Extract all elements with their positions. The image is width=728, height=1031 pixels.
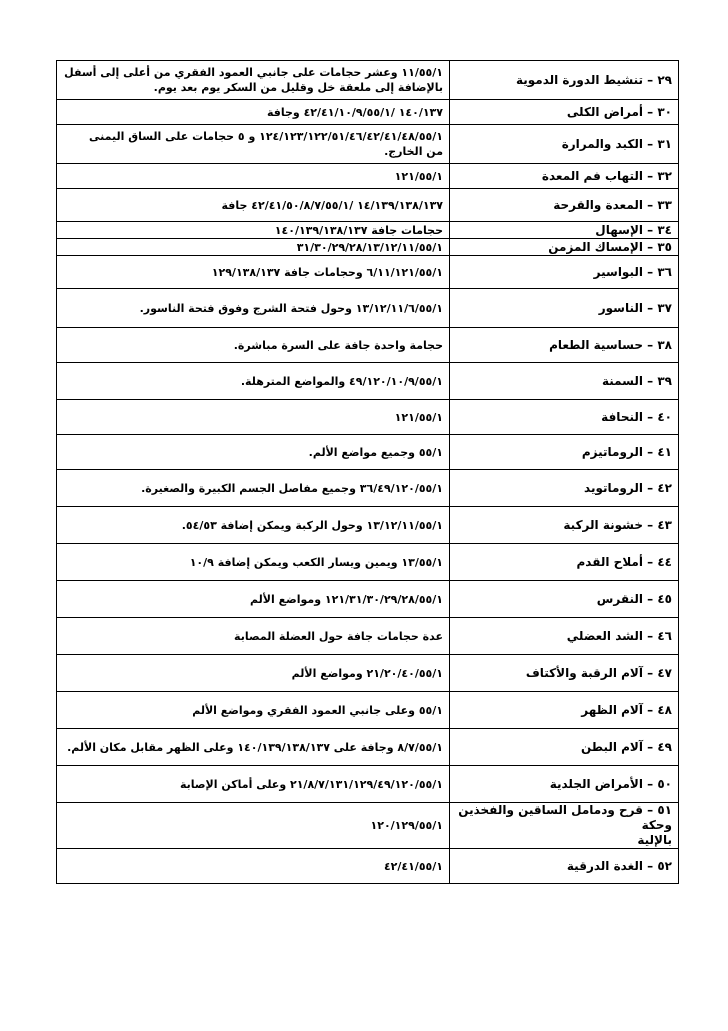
table-row — [57, 189, 679, 222]
table-row — [57, 363, 679, 400]
condition-name-cell: ٣٥ – الإمساك المزمن — [450, 239, 679, 256]
table-row — [57, 100, 679, 125]
condition-name-cell: ٤٢ – الروماتويد — [450, 470, 679, 507]
treatment-points-cell: ١٢١/٥٥/١ — [57, 164, 450, 189]
treatment-points-cell: ١٢١/٣١/٣٠/٢٩/٢٨/٥٥/١ ومواضع الألم — [57, 581, 450, 618]
table-row — [57, 803, 679, 849]
treatment-points-cell: ١٢١/٥٥/١ — [57, 400, 450, 435]
condition-name-cell: ٣٩ – السمنة — [450, 363, 679, 400]
condition-name-cell: ٤٩ – آلام البطن — [450, 729, 679, 766]
treatment-points-cell: حجامات جافة ١٤٠/١٣٩/١٣٨/١٣٧ — [57, 222, 450, 239]
condition-name-cell: ٤٣ – خشونة الركبة — [450, 507, 679, 544]
condition-name-cell: ٣٣ – المعدة والقرحة — [450, 189, 679, 222]
table-row — [57, 507, 679, 544]
condition-name-cell: ٥٠ – الأمراض الجلدية — [450, 766, 679, 803]
table-body — [57, 61, 679, 884]
table-row — [57, 544, 679, 581]
condition-name-cell: ٣٢ – التهاب فم المعدة — [450, 164, 679, 189]
table-row — [57, 61, 679, 100]
condition-name-cell: ٣٦ – البواسير — [450, 256, 679, 289]
treatment-points-cell: ٤٩/١٢٠/١٠/٩/٥٥/١ والمواضع المترهلة. — [57, 363, 450, 400]
condition-name-cell: ٣٠ – أمراض الكلى — [450, 100, 679, 125]
table-row — [57, 581, 679, 618]
condition-name-cell: ٤٠ – النحافة — [450, 400, 679, 435]
condition-name-cell: ٣٨ – حساسية الطعام — [450, 328, 679, 363]
condition-name-cell: ٤٥ – النقرس — [450, 581, 679, 618]
table-row — [57, 400, 679, 435]
table-row — [57, 618, 679, 655]
condition-name-cell: ٤٨ – آلام الظهر — [450, 692, 679, 729]
treatment-points-cell: ١٤٠/١٣٧ /٤٢/٤١/١٠/٩/٥٥/١ وجافة — [57, 100, 450, 125]
treatment-points-cell: ١١/٥٥/١ وعشر حجامات على جانبي العمود الفقري من أعلى إلى أسفل بالإضافة إلى ملعقة خل وقليل من السكر يوم بعد يوم. — [57, 61, 450, 100]
condition-name-cell: ٤٤ – أملاح القدم — [450, 544, 679, 581]
table-row — [57, 328, 679, 363]
condition-name-cell: ٣٤ – الإسهال — [450, 222, 679, 239]
treatment-points-cell: ١٣/١٢/١١/٥٥/١ وحول الركبة ويمكن إضافة ٥٤/٥٣. — [57, 507, 450, 544]
table-row — [57, 164, 679, 189]
treatment-points-cell: ٨/٧/٥٥/١ وجافة على ١٤٠/١٣٩/١٣٨/١٣٧ وعلى الظهر مقابل مكان الألم. — [57, 729, 450, 766]
table-row — [57, 222, 679, 239]
condition-name-cell: ٣٧ – الناسور — [450, 289, 679, 328]
table-row — [57, 655, 679, 692]
cupping-treatment-table — [56, 60, 679, 884]
table-row — [57, 470, 679, 507]
condition-name-cell: ٤١ – الروماتيزم — [450, 435, 679, 470]
treatment-points-cell: ٤٢/٤١/٥٥/١ — [57, 849, 450, 884]
table-row — [57, 125, 679, 164]
table-row — [57, 256, 679, 289]
table-row — [57, 289, 679, 328]
condition-name-cell: ٢٩ – تنشيط الدورة الدموية — [450, 61, 679, 100]
treatment-points-cell: عدة حجامات جافة حول العضلة المصابة — [57, 618, 450, 655]
treatment-points-cell: ١٤/١٣٩/١٣٨/١٣٧ /٤٢/٤١/٥٠/٨/٧/٥٥/١ جافة — [57, 189, 450, 222]
treatment-points-cell: ٣١/٣٠/٢٩/٢٨/١٣/١٢/١١/٥٥/١ — [57, 239, 450, 256]
table-row — [57, 766, 679, 803]
treatment-points-cell: ١٣/٥٥/١ ويمين ويسار الكعب ويمكن إضافة ١٠/٩ — [57, 544, 450, 581]
treatment-points-cell: ٢١/٢٠/٤٠/٥٥/١ ومواضع الألم — [57, 655, 450, 692]
treatment-points-cell: حجامة واحدة جافة على السرة مباشرة. — [57, 328, 450, 363]
table-row — [57, 729, 679, 766]
table-row — [57, 239, 679, 256]
table-row — [57, 849, 679, 884]
treatment-points-cell: ١٢٤/١٢٣/١٢٢/٥١/٤٦/٤٢/٤١/٤٨/٥٥/١ و ٥ حجامات على الساق اليمنى من الخارج. — [57, 125, 450, 164]
treatment-points-cell: ٥٥/١ وجميع مواضع الألم. — [57, 435, 450, 470]
condition-name-cell: ٥٢ – الغدة الدرقية — [450, 849, 679, 884]
treatment-points-cell: ٥٥/١ وعلى جانبي العمود الفقري ومواضع الألم — [57, 692, 450, 729]
treatment-points-cell: ٦/١١/١٢١/٥٥/١ وحجامات جافة ١٢٩/١٣٨/١٣٧ — [57, 256, 450, 289]
treatment-points-cell: ١٣/١٢/١١/٦/٥٥/١ وحول فتحة الشرج وفوق فتحة الناسور. — [57, 289, 450, 328]
treatment-points-cell: ٣٦/٤٩/١٢٠/٥٥/١ وجميع مفاصل الجسم الكبيرة والصغيرة. — [57, 470, 450, 507]
condition-name-cell: ٤٧ – آلام الرقبة والأكتاف — [450, 655, 679, 692]
condition-name-cell: ٤٦ – الشد العضلي — [450, 618, 679, 655]
condition-name-cell: ٥١ – قرح ودمامل الساقين والفخذين وحكة بالإلية — [450, 803, 679, 849]
condition-name-cell: ٣١ – الكبد والمرارة — [450, 125, 679, 164]
table-row — [57, 435, 679, 470]
treatment-points-cell: ١٢٠/١٢٩/٥٥/١ — [57, 803, 450, 849]
treatment-points-cell: ٢١/٨/٧/١٣١/١٢٩/٤٩/١٢٠/٥٥/١ وعلى أماكن الإصابة — [57, 766, 450, 803]
table-row — [57, 692, 679, 729]
